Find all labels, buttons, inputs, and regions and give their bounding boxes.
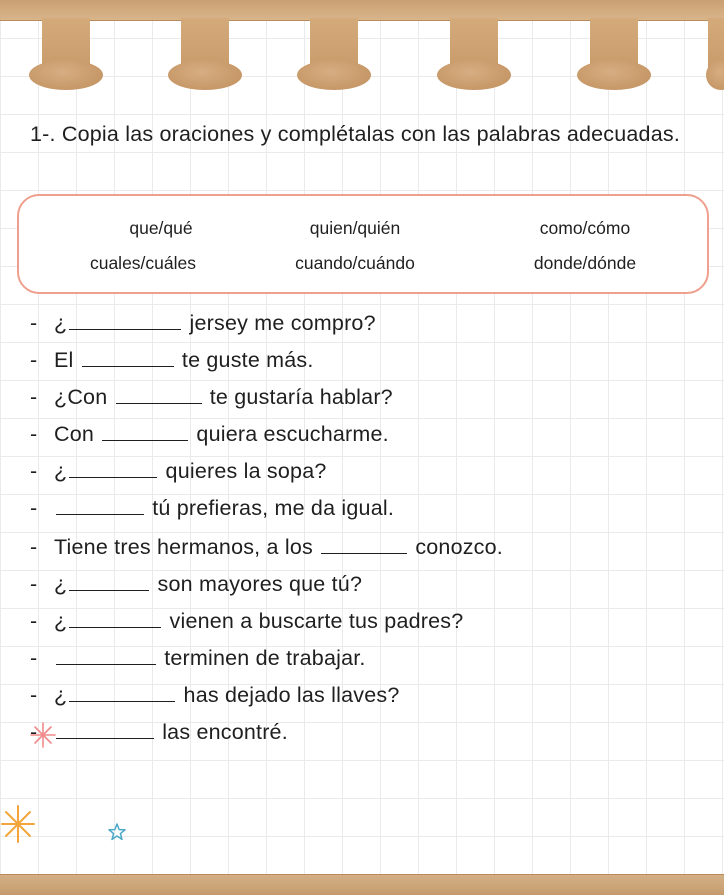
answer-blank[interactable] (69, 608, 161, 628)
sentence-start: Con (54, 422, 101, 446)
sentence-end: quieres la sopa? (165, 459, 327, 483)
sentence-end: las encontré. (162, 720, 288, 744)
sentence-end: quiera escucharme. (196, 422, 389, 446)
sentence-line (30, 532, 503, 562)
word-bank-item: cuales/cuáles (89, 253, 197, 273)
answer-blank[interactable] (56, 645, 156, 665)
sentence-line (30, 606, 463, 636)
binder-tab (310, 18, 358, 84)
sentence-end: vienen a buscarte tus padres? (169, 609, 464, 633)
pink-sparkle-icon (28, 720, 58, 750)
sentence-start: ¿ (54, 311, 68, 335)
bullet-dash: - (30, 609, 38, 633)
sentence-line (30, 456, 327, 486)
bullet-dash: - (30, 496, 38, 520)
word-bank-box (17, 194, 709, 294)
sentence-line (30, 717, 288, 747)
binder-tab (42, 18, 90, 84)
sentence-start: ¿Con (54, 385, 114, 409)
bullet-dash: - (30, 422, 38, 446)
sentence-start: El (54, 348, 80, 372)
answer-blank[interactable] (102, 421, 188, 441)
sentence-end: terminen de trabajar. (164, 646, 366, 670)
word-bank-item: cuando/cuándo (295, 253, 415, 273)
sentence-line (30, 382, 393, 412)
sentence-line (30, 569, 362, 599)
answer-blank[interactable] (69, 310, 181, 330)
answer-blank[interactable] (69, 458, 157, 478)
answer-blank[interactable] (321, 534, 407, 554)
bullet-dash: - (30, 348, 38, 372)
word-bank-item: quien/quién (309, 218, 401, 238)
sentence-end: tú prefieras, me da igual. (152, 496, 395, 520)
sentence-line (30, 493, 394, 523)
sentence-line (30, 680, 400, 710)
sentence-line (30, 308, 376, 338)
sentence-end: has dejado las llaves? (183, 683, 400, 707)
sentence-start: ¿ (54, 459, 68, 483)
binder-tab (590, 18, 638, 84)
sentence-end: te gustaría hablar? (209, 385, 393, 409)
orange-sparkle-icon (0, 804, 40, 844)
bullet-dash: - (30, 459, 38, 483)
sentence-start: Tiene tres hermanos, a los (54, 535, 320, 559)
sentence-end: te guste más. (181, 348, 314, 372)
sentence-start: ¿ (54, 572, 68, 596)
bullet-dash: - (30, 535, 38, 559)
word-bank-item: como/cómo (539, 218, 631, 238)
answer-blank[interactable] (82, 347, 174, 367)
word-bank-item: que/qué (129, 218, 193, 238)
bullet-dash: - (30, 646, 38, 670)
bottom-tape-strip (0, 874, 724, 895)
bullet-dash: - (30, 683, 38, 707)
sentence-end: son mayores que tú? (157, 572, 363, 596)
sentence-start: ¿ (54, 683, 68, 707)
bullet-dash: - (30, 385, 38, 409)
bullet-dash: - (30, 311, 38, 335)
answer-blank[interactable] (69, 571, 149, 591)
sentence-start: ¿ (54, 609, 68, 633)
answer-blank[interactable] (56, 495, 144, 515)
binder-tab (181, 18, 229, 84)
answer-blank[interactable] (69, 682, 175, 702)
binder-tab (450, 18, 498, 84)
answer-blank[interactable] (116, 384, 202, 404)
word-bank-item: donde/dónde (533, 253, 637, 273)
sentence-end: jersey me compro? (189, 311, 376, 335)
answer-blank[interactable] (56, 719, 154, 739)
sentence-line (30, 643, 366, 673)
bullet-dash: - (30, 572, 38, 596)
sentence-line (30, 419, 389, 449)
exercise-instructions: 1-. Copia las oraciones y complétalas con las palabras adecuadas. (30, 122, 681, 146)
binder-tab (708, 18, 724, 84)
blue-star-icon (108, 823, 126, 841)
sentence-line (30, 345, 314, 375)
sentence-end: conozco. (415, 535, 503, 559)
bullet-dash: - (30, 720, 38, 744)
